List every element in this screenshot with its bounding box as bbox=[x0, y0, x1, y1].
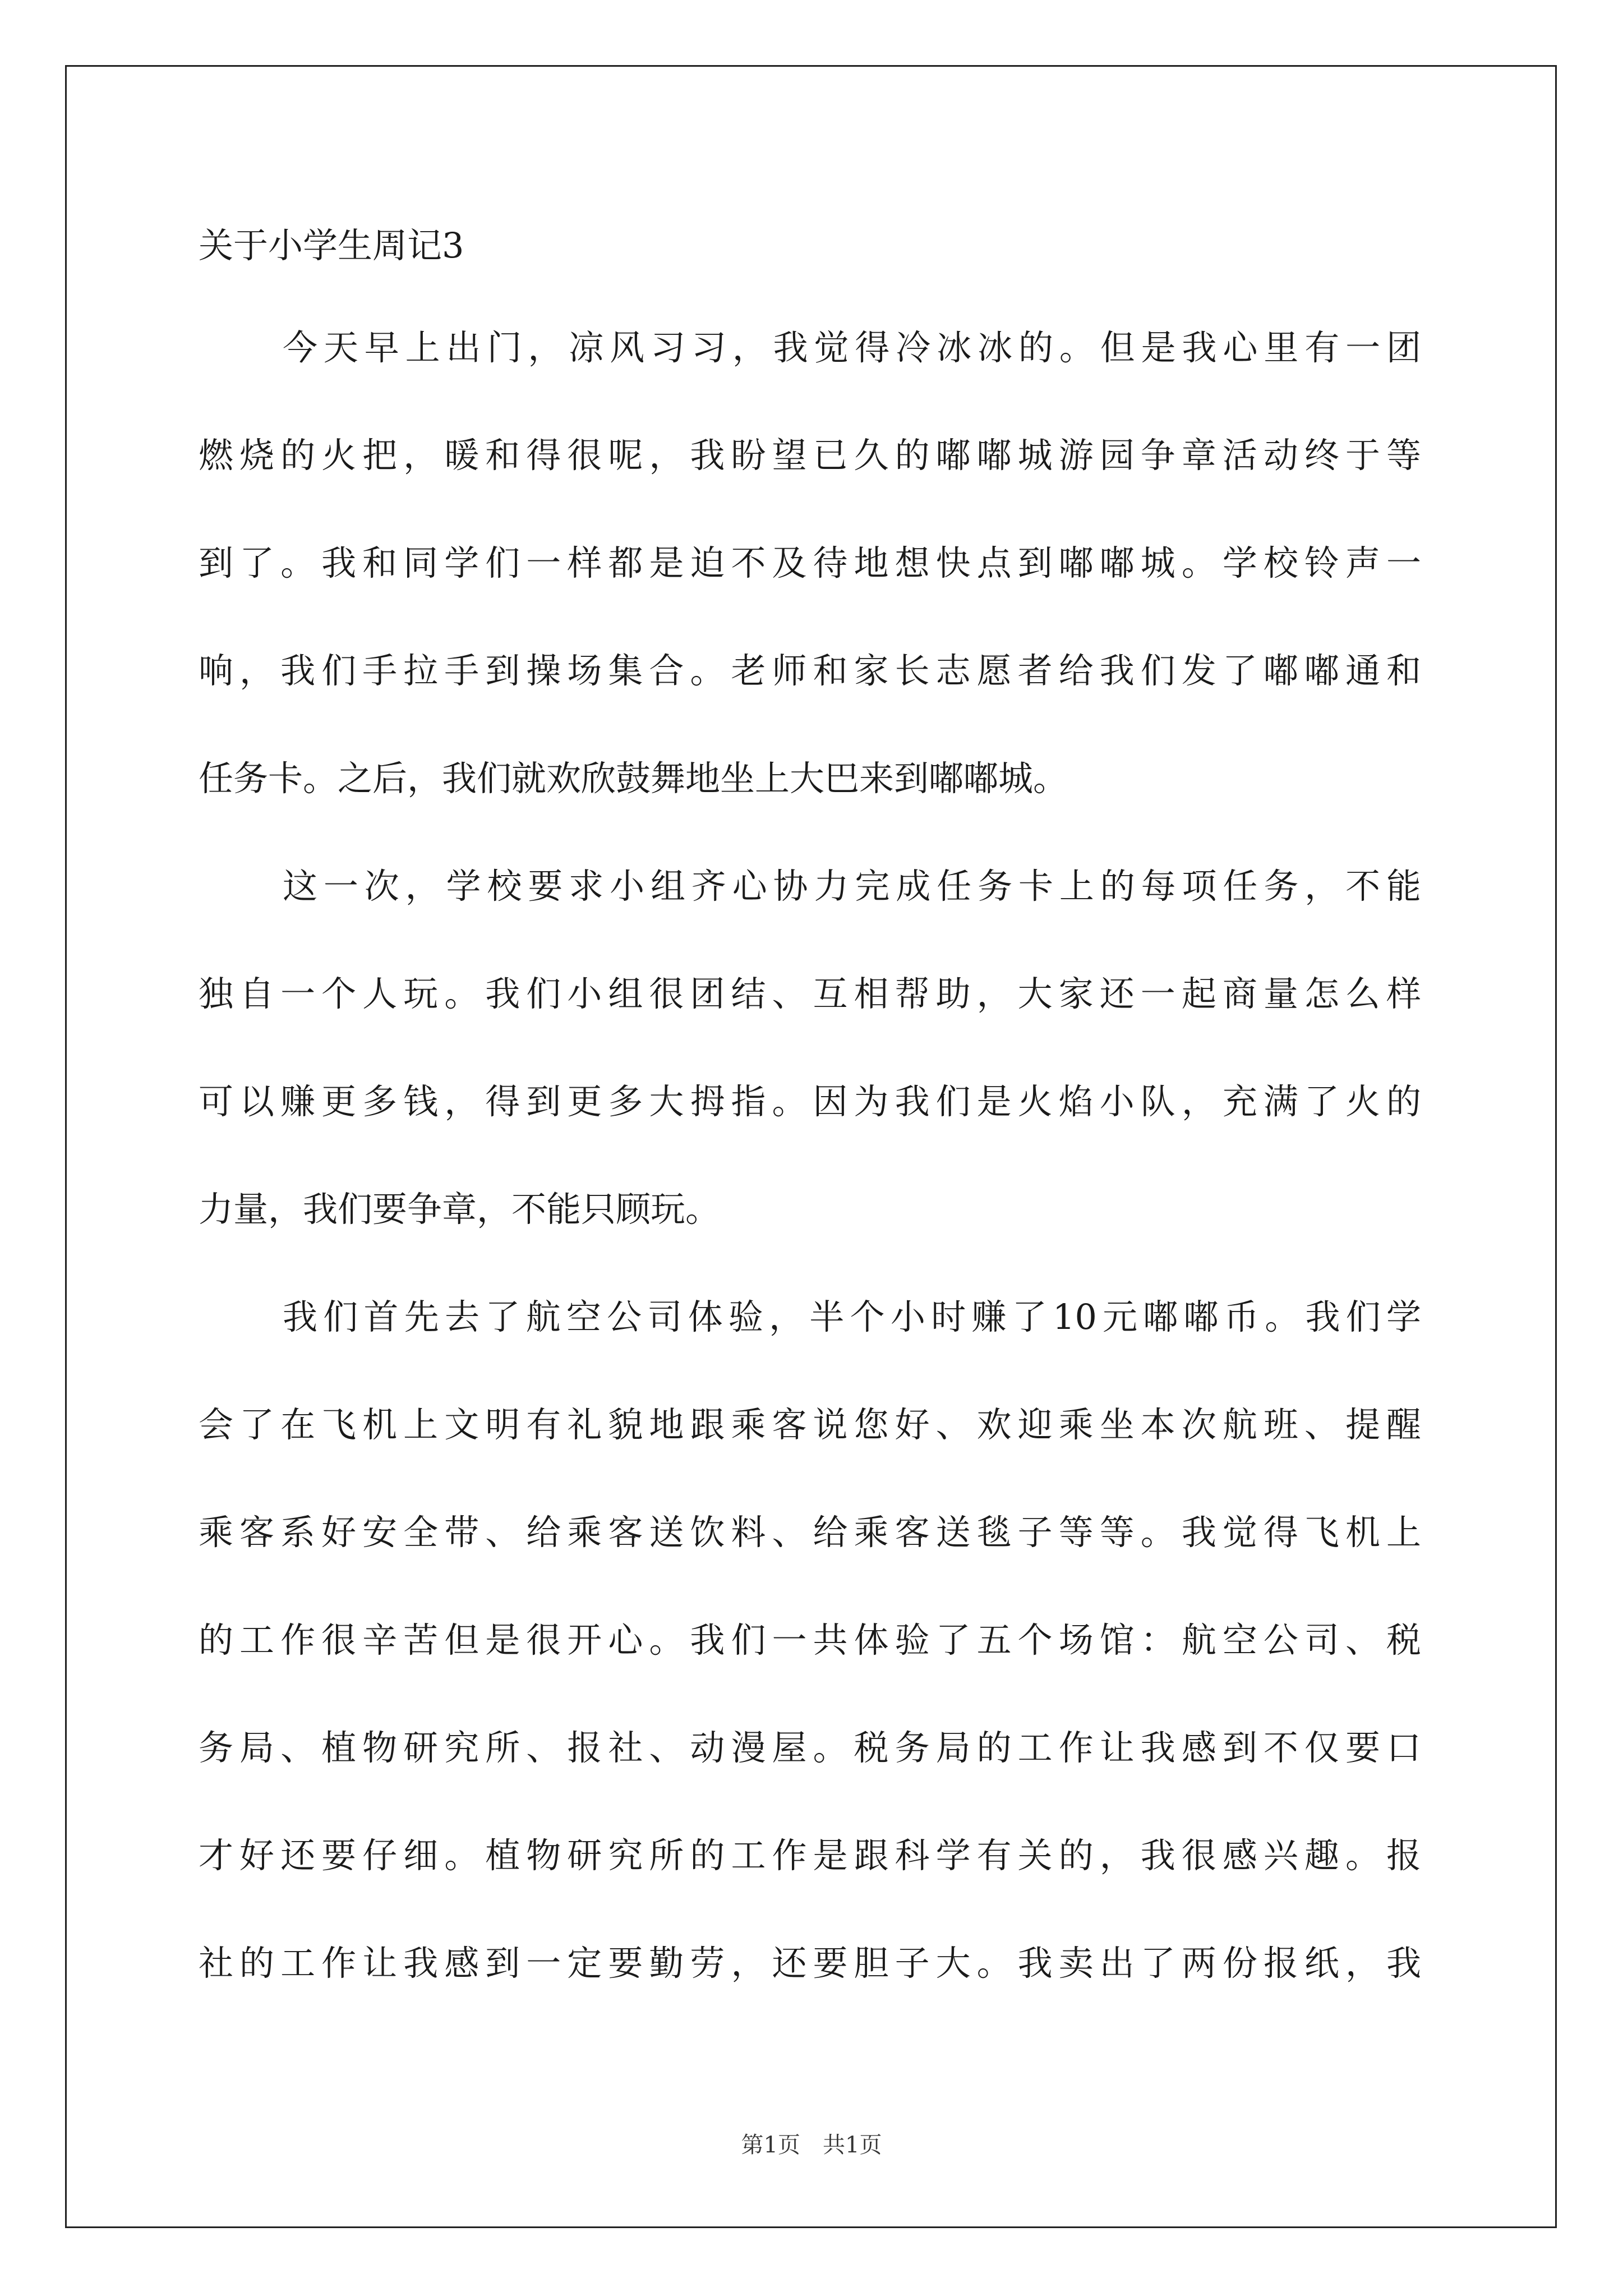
paragraph-3-line-4: 的工作很辛苦但是很开心。我们一共体验了五个场馆：航空公司、税 bbox=[199, 1619, 1421, 1660]
paragraph-2-line-1: 这一次，学校要求小组齐心协力完成任务卡上的每项任务，不能 bbox=[283, 866, 1421, 907]
paragraph-2-line-4: 力量，我们要争章，不能只顾玩。 bbox=[199, 1189, 721, 1230]
paragraph-3-line-6: 才好还要仔细。植物研究所的工作是跟科学有关的，我很感兴趣。报 bbox=[199, 1835, 1421, 1876]
page-number-footer: 第1页 共1页 bbox=[741, 2132, 882, 2158]
paragraph-1-line-3: 到了。我和同学们一样都是迫不及待地想快点到嘟嘟城。学校铃声一 bbox=[199, 542, 1421, 583]
paragraph-3-line-2: 会了在飞机上文明有礼貌地跟乘客说您好、欢迎乘坐本次航班、提醒 bbox=[199, 1404, 1421, 1445]
paragraph-2-line-2: 独自一个人玩。我们小组很团结、互相帮助，大家还一起商量怎么样 bbox=[199, 973, 1421, 1014]
paragraph-1-line-5: 任务卡。之后，我们就欢欣鼓舞地坐上大巴来到嘟嘟城。 bbox=[199, 758, 1068, 799]
paragraph-3-line-5: 务局、植物研究所、报社、动漫屋。税务局的工作让我感到不仅要口 bbox=[199, 1727, 1421, 1768]
paragraph-3-line-7: 社的工作让我感到一定要勤劳，还要胆子大。我卖出了两份报纸，我 bbox=[199, 1943, 1421, 1984]
paragraph-3-line-3: 乘客系好安全带、给乘客送饮料、给乘客送毯子等等。我觉得飞机上 bbox=[199, 1512, 1421, 1553]
paragraph-3-line-1: 我们首先去了航空公司体验，半个小时赚了10元嘟嘟币。我们学 bbox=[283, 1296, 1421, 1337]
paragraph-1-line-4: 响，我们手拉手到操场集合。老师和家长志愿者给我们发了嘟嘟通和 bbox=[199, 650, 1421, 691]
page-border bbox=[65, 65, 1557, 2228]
paragraph-1-line-1: 今天早上出门，凉风习习，我觉得冷冰冰的。但是我心里有一团 bbox=[283, 327, 1421, 368]
document-title: 关于小学生周记3 bbox=[199, 225, 464, 266]
paragraph-1-line-2: 燃烧的火把，暖和得很呢，我盼望已久的嘟嘟城游园争章活动终于等 bbox=[199, 435, 1421, 476]
paragraph-2-line-3: 可以赚更多钱，得到更多大拇指。因为我们是火焰小队，充满了火的 bbox=[199, 1081, 1421, 1122]
